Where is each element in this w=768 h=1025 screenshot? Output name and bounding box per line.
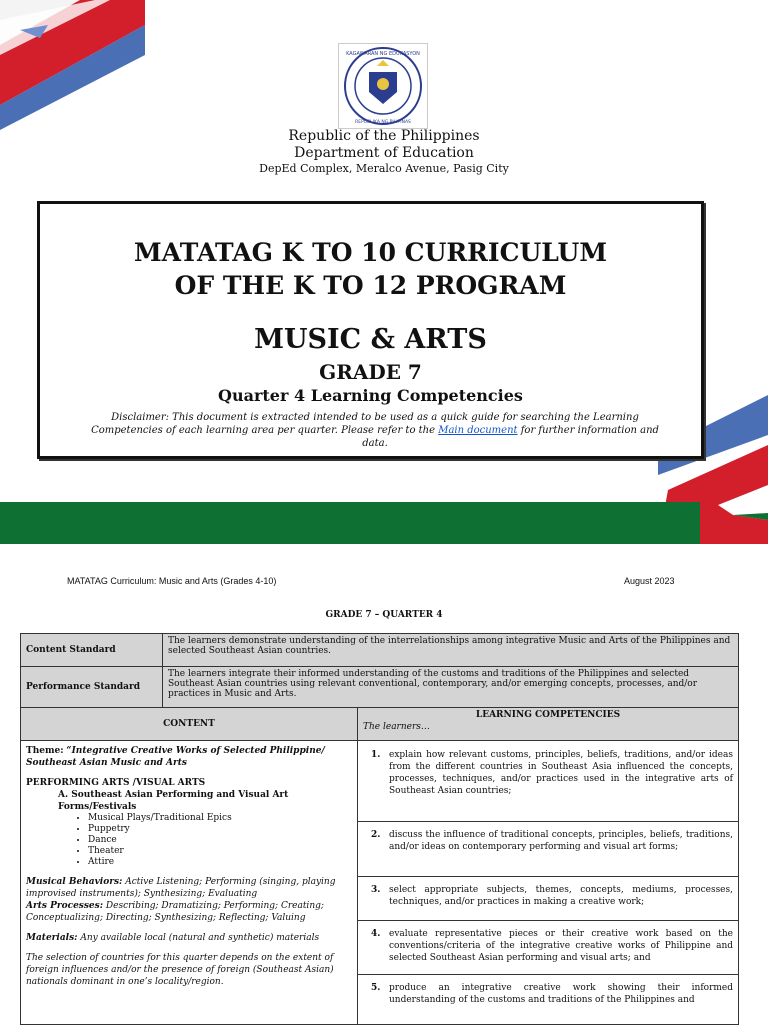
subject-title: MUSIC & ARTS bbox=[254, 324, 487, 355]
column-header-row bbox=[21, 708, 739, 741]
performance-standard-label: Performance Standard bbox=[21, 667, 163, 708]
competency-cell-1 bbox=[358, 741, 739, 822]
competency-cell-2 bbox=[358, 822, 739, 877]
behaviors-label: Musical Behaviors: bbox=[26, 877, 123, 887]
competency-number: 2. bbox=[371, 830, 381, 840]
competency-number: 5. bbox=[371, 983, 381, 993]
materials-text: Any available local (natural and synthetic) materials bbox=[77, 933, 320, 943]
competencies-table bbox=[20, 633, 739, 1025]
theme-label: Theme: bbox=[26, 746, 64, 756]
theme bbox=[26, 745, 352, 769]
performance-standard-text: The learners integrate their informed understanding of the customs and traditions of the Philippines and selected Southeast Asian countries using relevant conventional, contemporary, and/or emerging concepts, processes, and/or practices in Music and Arts. bbox=[163, 667, 739, 708]
ribbon-decoration-top-left bbox=[0, 0, 160, 140]
department-line: Department of Education bbox=[294, 145, 474, 161]
title-line-2: OF THE K TO 12 PROGRAM bbox=[174, 271, 567, 300]
title-box bbox=[37, 201, 704, 459]
disclaimer-text-before: Disclaimer: This document is extracted intended to be used as a quick guide for searching the Learning Competencies of each learning area per quarter. Please refer to the bbox=[91, 412, 639, 436]
address-line: DepEd Complex, Meralco Avenue, Pasig City bbox=[259, 162, 509, 175]
competency-cell-3 bbox=[358, 877, 739, 921]
running-header-date: August 2023 bbox=[624, 576, 675, 586]
disclaimer-text-after: for further information and data. bbox=[362, 425, 659, 449]
disclaimer bbox=[90, 411, 660, 450]
competency-text: evaluate representative pieces or their creative work based on the conventions/criteria of the integrative creative works of Philippine and selected Southeast Asian performing and visual arts; and bbox=[389, 929, 733, 963]
competency-row bbox=[21, 741, 739, 822]
behaviors-text: Active Listening; Performing (singing, playing improvised instruments); Synthesizing; Evaluating bbox=[26, 877, 336, 899]
grade-quarter-heading: GRADE 7 – QUARTER 4 bbox=[325, 610, 443, 620]
learners-lead-in: The learners… bbox=[363, 722, 430, 732]
quarter-title: Quarter 4 Learning Competencies bbox=[218, 386, 523, 405]
content-column-label: CONTENT bbox=[163, 719, 215, 729]
competency-cell-5 bbox=[358, 975, 739, 1025]
selection-note: The selection of countries for this quarter depends on the extent of foreign influences and/or the presence of foreign (Southeast Asian) nationals dominant in one’s locality/region. bbox=[26, 953, 334, 987]
competencies-column-label: LEARNING COMPETENCIES bbox=[475, 710, 621, 720]
seal-text-top: KAGAWARAN NG EDUKASYON bbox=[346, 51, 420, 57]
deped-seal-emblem bbox=[339, 44, 427, 128]
competency-number: 4. bbox=[371, 929, 381, 939]
republic-line: Republic of the Philippines bbox=[288, 128, 480, 144]
competency-cell-4 bbox=[358, 921, 739, 975]
grade-title: GRADE 7 bbox=[319, 360, 422, 384]
competency-number: 3. bbox=[371, 885, 381, 895]
performance-standard-row bbox=[21, 667, 739, 708]
competency-item bbox=[363, 829, 733, 853]
competencies-page bbox=[0, 544, 768, 1024]
content-standard-row bbox=[21, 634, 739, 667]
materials bbox=[26, 932, 352, 944]
seal-text-bottom: REPUBLIKA NG PILIPINAS bbox=[355, 120, 411, 125]
content-standard-text: The learners demonstrate understanding of the interrelationships among integrative Music and Arts of the Philippines and selected Southeast Asian countries. bbox=[163, 634, 739, 667]
content-cell bbox=[21, 741, 358, 1025]
theme-text: “Integrative Creative Works of Selected Philippine/ Southeast Asian Music and Arts bbox=[26, 746, 325, 768]
list-item: • Musical Plays/Traditional Epics bbox=[88, 813, 352, 824]
competencies-column-header bbox=[358, 708, 739, 741]
processes-text: Describing; Dramatizing; Performing; Creating; Conceptualizing; Directing; Synthesizing; Reflecting; Valuing bbox=[26, 901, 324, 923]
competency-item bbox=[363, 928, 733, 964]
list-item: • Puppetry bbox=[88, 824, 352, 835]
competency-text: produce an integrative creative work showing their informed understanding of the customs and traditions of the Philippines and bbox=[389, 983, 733, 1005]
sub-heading-a: A. Southeast Asian Performing and Visual Art Forms/Festivals bbox=[58, 790, 289, 812]
main-document-link[interactable]: Main document bbox=[438, 425, 518, 436]
list-item: • Theater bbox=[88, 846, 352, 857]
materials-label: Materials: bbox=[26, 933, 78, 943]
content-standard-label: Content Standard bbox=[21, 634, 163, 667]
musical-behaviors bbox=[26, 876, 352, 900]
competency-number: 1. bbox=[371, 750, 381, 760]
art-forms-list bbox=[26, 813, 352, 868]
content-column-header bbox=[21, 708, 358, 741]
deped-seal bbox=[338, 43, 428, 129]
arts-processes bbox=[26, 900, 352, 924]
title-line-1: MATATAG K TO 10 CURRICULUM bbox=[134, 238, 607, 267]
processes-label: Arts Processes: bbox=[26, 901, 104, 911]
competency-item bbox=[363, 982, 733, 1006]
competency-text: explain how relevant customs, principles, beliefs, traditions, and/or ideas from the different countries in Southeast Asia influenced the concepts, processes, techniques, and/or practices used in the integrative arts of Southeast Asian countries; bbox=[389, 750, 733, 796]
green-band bbox=[0, 502, 700, 544]
competency-item bbox=[363, 884, 733, 908]
running-header-left: MATATAG Curriculum: Music and Arts (Grades 4-10) bbox=[67, 576, 277, 586]
competency-text: select appropriate subjects, themes, concepts, mediums, processes, techniques, and/or practices in making a creative work; bbox=[389, 885, 733, 907]
competency-text: discuss the influence of traditional concepts, principles, beliefs, traditions, and/or ideas on contemporary performing and visual art forms; bbox=[389, 830, 733, 852]
performing-arts-heading: PERFORMING ARTS /VISUAL ARTS bbox=[26, 778, 206, 788]
competency-item bbox=[363, 749, 733, 797]
list-item: • Attire bbox=[88, 857, 352, 868]
list-item: • Dance bbox=[88, 835, 352, 846]
